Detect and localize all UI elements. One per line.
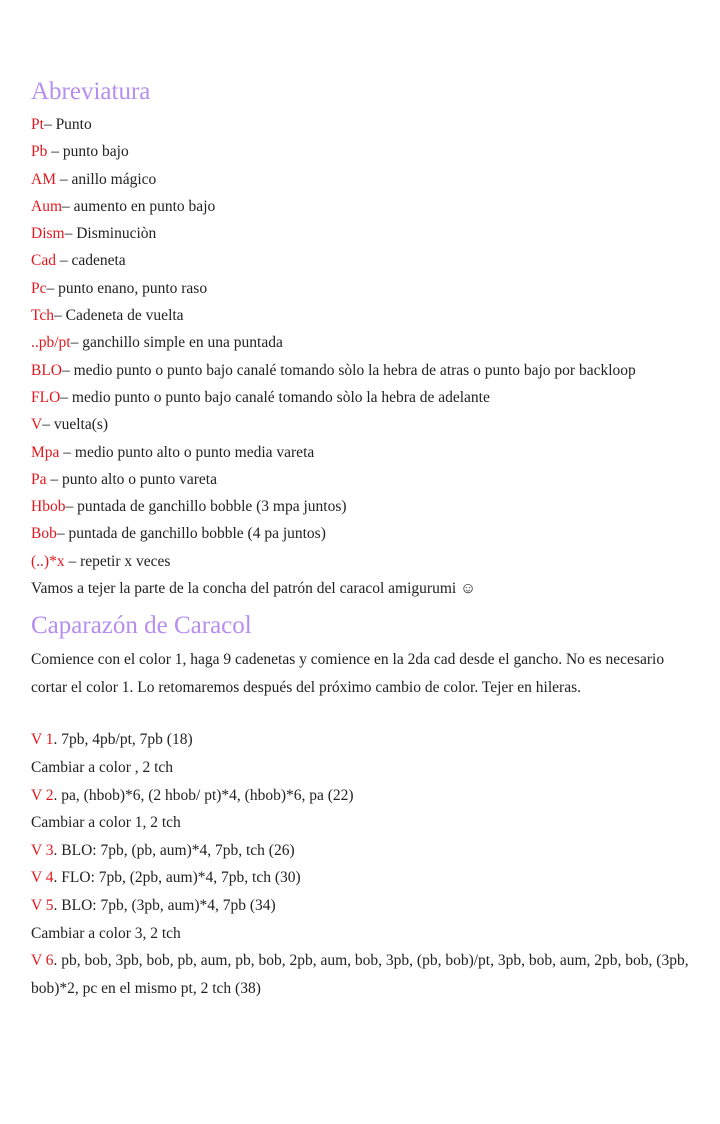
abbreviation-definition: – punto alto o punto vareta [46, 470, 217, 488]
abbreviation-definition: – punto enano, punto raso [46, 279, 208, 297]
abbreviation-definition: – Disminuciòn [64, 225, 157, 243]
closing-sentence: Vamos a tejer la parte de la concha del patrón del caracol amigurumi ☺ [31, 580, 476, 598]
abbreviation-definition: – medio punto alto o punto media vareta [59, 443, 315, 461]
abbreviation-code: Pt [31, 116, 44, 133]
row-instructions: . 7pb, 4pb/pt, 7pb (18) [53, 731, 193, 749]
row-label: V 3 [31, 841, 54, 859]
abbreviation-code: Pa [31, 470, 47, 488]
abbreviation-item [31, 111, 691, 138]
row-instructions: Cambiar a color , 2 tch [31, 758, 174, 776]
abbreviation-definition: – puntada de ganchillo bobble (3 mpa juntos) [65, 498, 347, 516]
abbreviation-code: Pc [31, 279, 47, 297]
document-page [31, 76, 691, 1002]
abbreviations-heading: Abreviatura [31, 78, 151, 105]
abbreviation-definition: – medio punto o punto bajo canalé tomando sòlo la hebra de adelante [60, 388, 490, 406]
abbreviation-item [31, 329, 691, 356]
abbreviation-item [31, 193, 691, 220]
abbreviation-item [31, 548, 691, 575]
abbreviation-code: BLO [31, 361, 62, 379]
abbreviation-definition: – cadeneta [55, 252, 126, 270]
abbreviation-definition: – ganchillo simple en una puntada [70, 334, 283, 352]
abbreviation-item [31, 493, 691, 520]
abbreviation-definition: – anillo mágico [55, 170, 157, 188]
abbreviation-definition: – punto bajo [47, 143, 129, 161]
abbreviation-item [31, 520, 691, 547]
abbreviation-item [31, 275, 691, 302]
abbreviation-code: Aum [31, 197, 62, 215]
abbreviation-item [31, 357, 691, 384]
abbreviation-item [31, 439, 691, 466]
abbreviation-definition: – puntada de ganchillo bobble (4 pa juntos) [56, 525, 326, 543]
row-label: V 5 [31, 896, 54, 914]
abbreviation-code: Cad [31, 252, 56, 270]
row-instructions: . BLO: 7pb, (3pb, aum)*4, 7pb (34) [53, 896, 276, 914]
abbreviation-item [31, 138, 691, 165]
abbreviation-code: FLO [31, 388, 61, 406]
abbreviations-list [31, 111, 691, 602]
abbreviation-code: Dism [31, 225, 65, 243]
abbreviation-definition: – Cadeneta de vuelta [54, 307, 184, 325]
row-label: V 1 [31, 731, 54, 749]
abbreviation-definition: – aumento en punto bajo [62, 197, 216, 215]
shell-heading: Caparazón de Caracol [31, 612, 252, 640]
row-instructions: . BLO: 7pb, (pb, aum)*4, 7pb, tch (26) [53, 841, 295, 859]
abbreviation-item [31, 166, 691, 193]
row-label: V 4 [31, 869, 54, 887]
abbreviation-definition: – vuelta(s) [42, 416, 109, 434]
shell-intro: Comience con el color 1, haga 9 cadenetas y comience en la 2da cad desde el gancho. No es necesario cortar el color 1. Lo retomaremos después del próximo cambio de color. Tejer en hileras. [31, 651, 665, 697]
abbreviation-code: Bob [31, 525, 57, 543]
row-label: V 6 [31, 952, 54, 970]
row-instructions: . pb, bob, 3pb, bob, pb, aum, pb, bob, 2pb, aum, bob, 3pb, (pb, bob)/pt, 3pb, bob, aum, 2pb, bob, (3pb, bob)*2, pc en el mismo pt, 2 tch (38) [31, 952, 689, 997]
pattern-row [31, 809, 691, 837]
pattern-row [31, 782, 691, 810]
pattern-row [31, 726, 691, 754]
pattern-row [31, 947, 691, 1002]
pattern-row [31, 864, 691, 892]
abbreviation-definition: – medio punto o punto bajo canalé tomando sòlo la hebra de atras o punto bajo por backloop [62, 361, 636, 379]
pattern-row [31, 920, 691, 948]
abbreviation-code: AM [31, 170, 56, 188]
row-instructions: . pa, (hbob)*6, (2 hbob/ pt)*4, (hbob)*6, pa (22) [53, 786, 354, 804]
shell-section [31, 610, 691, 1002]
abbreviation-item [31, 220, 691, 247]
abbreviation-item [31, 247, 691, 274]
row-instructions: . FLO: 7pb, (2pb, aum)*4, 7pb, tch (30) [53, 869, 301, 887]
abbreviation-code: (..)*x [31, 552, 65, 570]
abbreviation-code: Mpa [31, 443, 60, 461]
pattern-rows [31, 726, 691, 1002]
abbreviation-item [31, 384, 691, 411]
abbreviation-definition: – repetir x veces [64, 552, 171, 570]
row-label: V 2 [31, 786, 54, 804]
pattern-row [31, 754, 691, 782]
abbreviation-item [31, 302, 691, 329]
abbreviation-item [31, 466, 691, 493]
abbreviation-definition: – Punto [43, 116, 92, 133]
pattern-row [31, 837, 691, 865]
abbreviation-code: Tch [31, 307, 55, 325]
abbreviation-code: Pb [31, 143, 48, 161]
abbreviation-item [31, 411, 691, 438]
abbreviation-code: V [31, 416, 43, 434]
abbreviation-code: Hbob [31, 498, 66, 516]
abbreviation-code: ..pb/pt [31, 334, 71, 352]
pattern-row [31, 892, 691, 920]
row-instructions: Cambiar a color 3, 2 tch [31, 924, 181, 942]
row-instructions: Cambiar a color 1, 2 tch [31, 814, 181, 832]
